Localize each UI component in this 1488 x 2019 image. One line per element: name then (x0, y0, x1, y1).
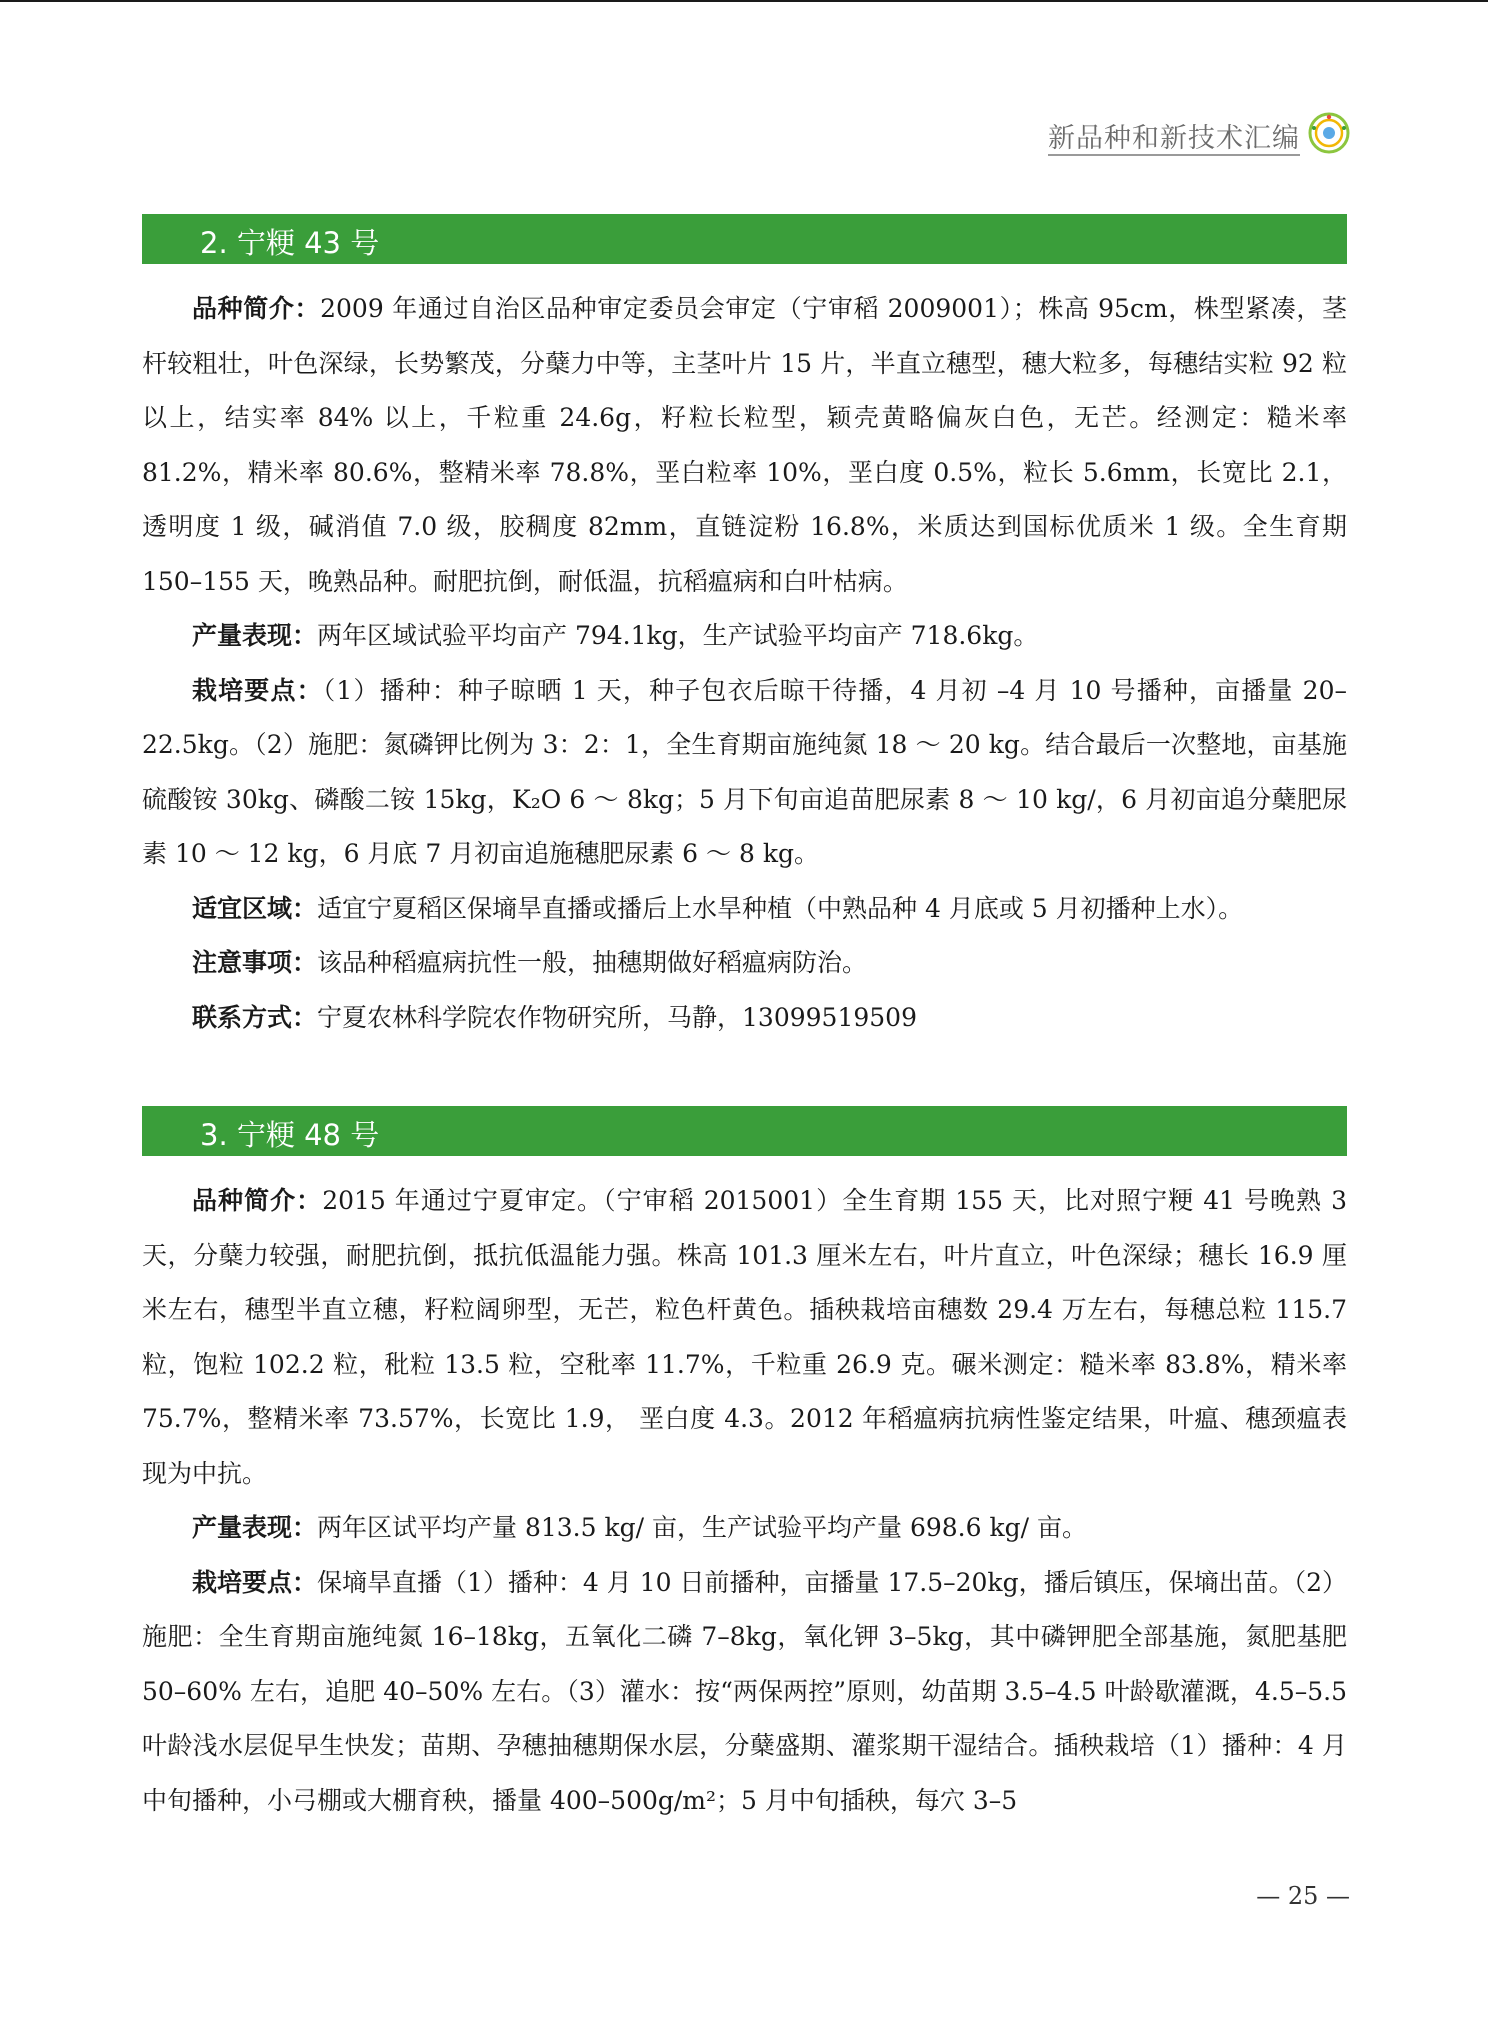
running-header-underline (1048, 154, 1300, 156)
paragraph-notes (142, 936, 1347, 991)
section-body (142, 282, 1347, 1045)
section-body (142, 1174, 1347, 1828)
paragraph-label: 产量表现： (192, 1513, 318, 1542)
paragraph-label: 适宜区域： (192, 893, 318, 923)
paragraph-label: 产量表现： (192, 621, 318, 650)
paragraph-text: 2009 年通过自治区品种审定委员会审定（宁审稻 2009001）；株高 95cm，株型紧凑，茎杆较粗壮，叶色深绿，长势繁茂，分蘖力中等，主茎叶片 15 片，半直立穗型，穗大粒多，每穗结实粒 92 粒以上，结实率 84% 以上，千粒重 24.6g，籽粒长粒型，颖壳黄略偏灰白色，无芒。经测定：糙米率 81.2%，精米率 80.6%，整精米率 78.8%，垩白粒率 10%，垩白度 0.5%，粒长 5.6mm，长宽比 2.1，透明度 1 级，碱消值 7.0 级，胶稠度 82mm，直链淀粉 16.8%，米质达到国标优质米 1 级。全生育期 150–155 天，晚熟品种。耐肥抗倒，耐低温，抗稻瘟病和白叶枯病。 (142, 294, 1347, 596)
page-number: — 25 — (1256, 1882, 1350, 1910)
paragraph-yield (142, 1501, 1347, 1556)
paragraph-yield (142, 609, 1347, 664)
paragraph-label: 栽培要点： (192, 675, 323, 705)
top-border-rule (0, 0, 1488, 2)
section-heading: 3. 宁粳 48 号 (200, 1118, 380, 1152)
paragraph-contact (142, 991, 1347, 1046)
paragraph-text: 两年区域试验平均亩产 794.1kg，生产试验平均亩产 718.6kg。 (317, 621, 1039, 650)
paragraph-text: 该品种稻瘟病抗性一般，抽穗期做好稻瘟病防治。 (317, 948, 868, 977)
paragraph-label: 栽培要点： (192, 1567, 318, 1597)
paragraph-variety-intro (142, 282, 1347, 609)
paragraph-text: 保墒旱直播（1）播种：4 月 10 日前播种，亩播量 17.5–20kg，播后镇压，保墒出苗。（2）施肥：全生育期亩施纯氮 16–18kg，五氧化二磷 7–8kg，氧化钾 3–5kg，其中磷钾肥全部基施，氮肥基肥 50–60% 左右，追肥 40–50% 左右。（3）灌水：按“两保两控”原则，幼苗期 3.5–4.5 叶龄歇灌溉，4.5–5.5 叶龄浅水层促早生快发；苗期、孕穗抽穗期保水层，分蘖盛期、灌浆期干湿结合。插秧栽培（1）播种：4 月中旬播种，小弓棚或大棚育秧，播量 400–500g/m²；5 月中旬插秧，每穴 3–5 (142, 1567, 1347, 1815)
paragraph-label: 联系方式： (192, 1002, 318, 1032)
running-header (1050, 112, 1350, 156)
section-heading-bar (142, 1106, 1347, 1156)
paragraph-cultivation (142, 664, 1347, 882)
paragraph-text: 2015 年通过宁夏审定。（宁审稻 2015001）全生育期 155 天，比对照宁粳 41 号晚熟 3 天，分蘖力较强，耐肥抗倒，抵抗低温能力强。株高 101.3 厘米左右，叶片直立，叶色深绿；穗长 16.9 厘米左右，穗型半直立穗，籽粒阔卵型，无芒，粒色杆黄色。插秧栽培亩穗数 29.4 万左右，每穗总粒 115.7 粒，饱粒 102.2 粒，秕粒 13.5 粒，空秕率 11.7%，千粒重 26.9 克。碾米测定：糙米率 83.8%，精米率 75.7%，整精米率 73.57%，长宽比 1.9， 垩白度 4.3。2012 年稻瘟病抗病性鉴定结果，叶瘟、穗颈瘟表现为中抗。 (142, 1186, 1347, 1488)
paragraph-text: 两年区试平均产量 813.5 kg/ 亩，生产试验平均产量 698.6 kg/ 亩。 (317, 1513, 1087, 1542)
paragraph-variety-intro (142, 1174, 1347, 1501)
running-header-title: 新品种和新技术汇编 (1048, 123, 1300, 154)
paragraph-label: 注意事项： (192, 948, 318, 977)
paragraph-label: 品种简介： (192, 294, 321, 323)
paragraph-region (142, 882, 1347, 937)
section-heading: 2. 宁粳 43 号 (200, 226, 380, 260)
paragraph-text: 宁夏农林科学院农作物研究所，马静，13099519509 (317, 1002, 917, 1032)
paragraph-text: 适宜宁夏稻区保墒旱直播或播后上水旱种植（中熟品种 4 月底或 5 月初播种上水）。 (317, 893, 1244, 923)
paragraph-cultivation (142, 1556, 1347, 1829)
paragraph-text: （1）播种：种子晾晒 1 天，种子包衣后晾干待播，4 月初 –4 月 10 号播种，亩播量 20–22.5kg。（2）施肥：氮磷钾比例为 3：2：1，全生育期亩施纯氮 18 ～ 20 kg。结合最后一次整地，亩基施硫酸铵 30kg、磷酸二铵 15kg，K₂O 6 ～ 8kg；5 月下旬亩追苗肥尿素 8 ～ 10 kg/，6 月初亩追分蘖肥尿素 10 ～ 12 kg，6 月底 7 月初亩追施穗肥尿素 6 ～ 8 kg。 (142, 675, 1347, 868)
paragraph-label: 品种简介： (192, 1186, 323, 1215)
section-heading-bar (142, 214, 1347, 264)
circular-emblem-icon (1308, 112, 1350, 154)
